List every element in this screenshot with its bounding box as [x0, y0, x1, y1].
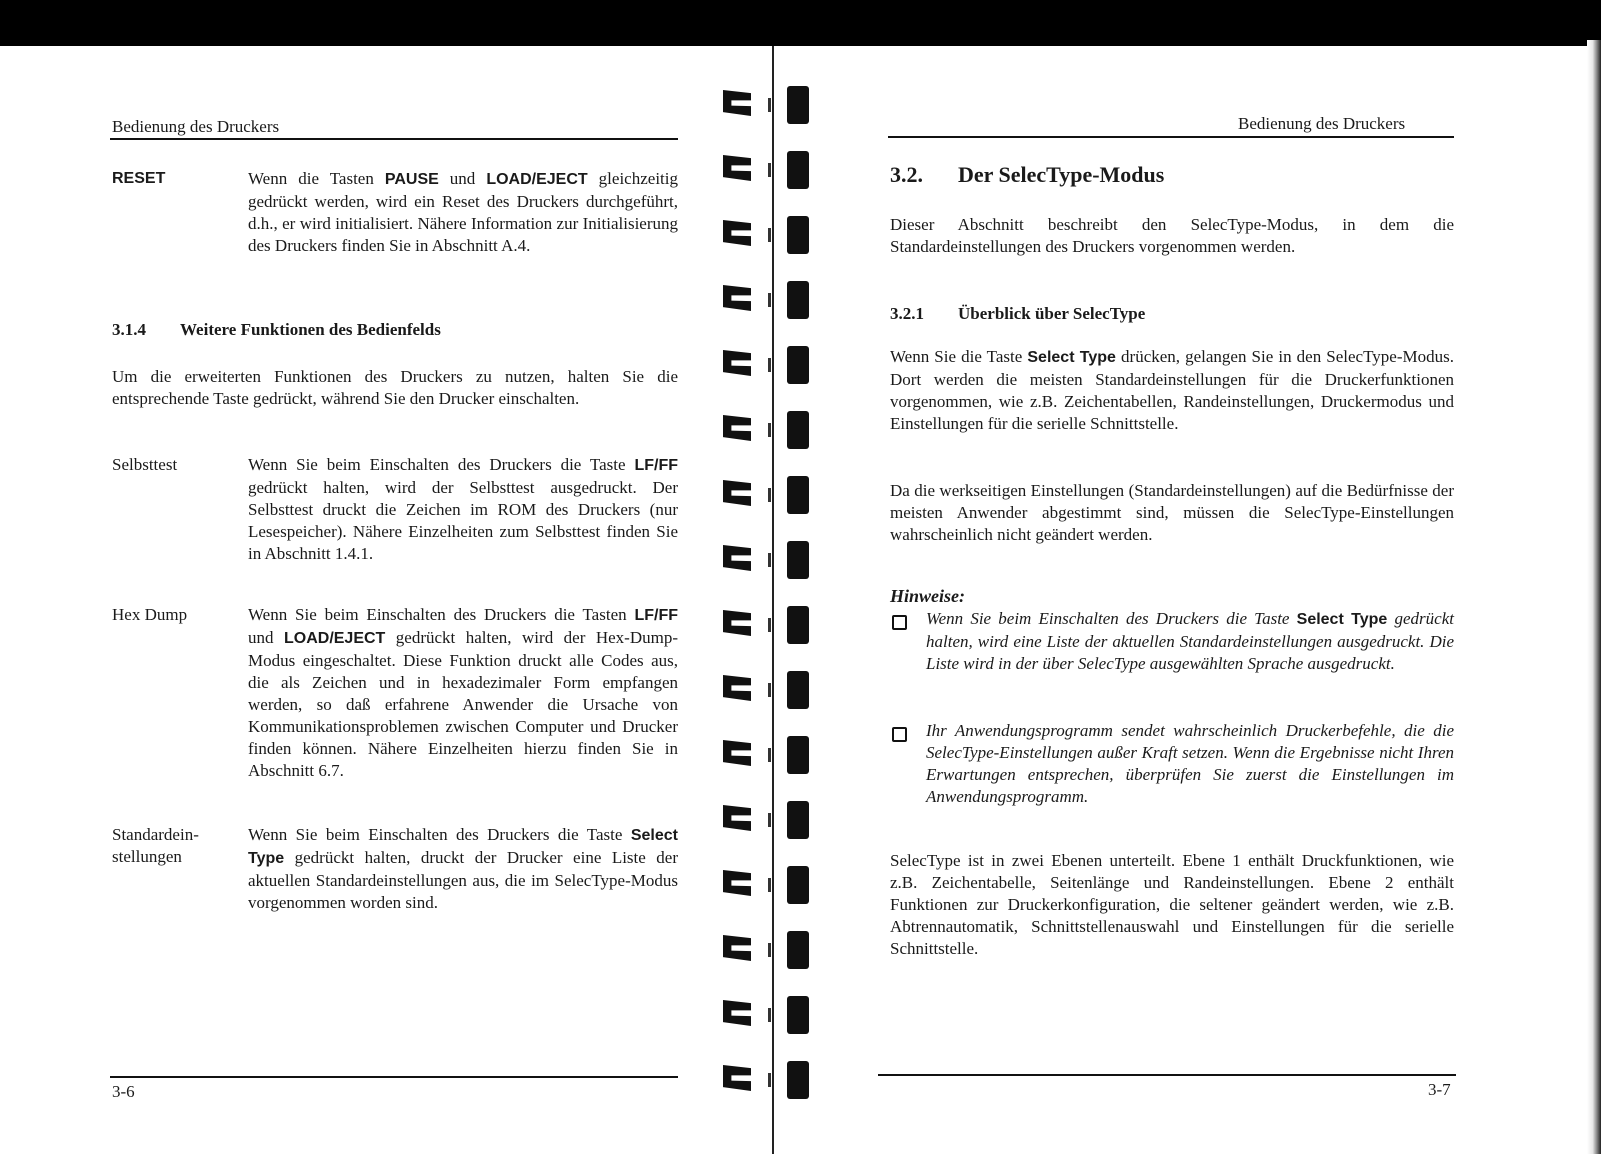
standardeinstellungen-term: Standardein- stellungen: [112, 825, 199, 866]
page-number-right: 3-7: [1428, 1080, 1451, 1099]
selectype-paragraph-2: Da die werkseitigen Einstellungen (Standardeinstellungen) auf die Bedürfnisse der meisten Anwender abgestimmt sind, müssen die SelecType-Einstellungen wahrscheinlich nicht geändert werden.: [890, 481, 1454, 544]
binding-line: [772, 46, 774, 1154]
binding-hole: [768, 228, 771, 242]
binding-hole: [768, 878, 771, 892]
binding-ring-left: [723, 220, 751, 246]
binding-hole: [768, 813, 771, 827]
right-page: [790, 46, 1587, 1154]
binding-ring-left: [723, 935, 751, 961]
note-item-1: Wenn Sie beim Einschalten des Druckers die Taste Select Type gedrückt halten, wird eine Liste der aktuellen Standardeinstellungen ausgedruckt. Die Liste wird in der über SelecType ausgewählten Sprache ausgedruckt.: [926, 609, 1454, 673]
hexdump-description: Wenn Sie beim Einschalten des Druckers die Tasten LF/FF und LOAD/EJECT gedrückt halten, wird der Hex-Dump-Modus eingeschaltet. Diese Funktion druckt alle Codes aus, die als Zeichen und in hexadezimaler Form empfangen werden, so daß erfahrene Anwender die Ursache von Kommunikationsproblemen zwischen Computer und Drucker finden können. Nähere Einzelheiten hierzu finden Sie in Abschnitt 6.7.: [248, 605, 678, 780]
binding-ring-left: [723, 740, 751, 766]
binding-ring-left: [723, 90, 751, 116]
binding-hole: [768, 423, 771, 437]
left-page: [0, 46, 790, 1154]
binding-ring-left: [723, 805, 751, 831]
binding-hole: [768, 943, 771, 957]
binding-ring-left: [723, 480, 751, 506]
binding-ring-left: [723, 415, 751, 441]
binding-hole: [768, 1008, 771, 1022]
binding-ring-left: [723, 350, 751, 376]
binding-ring-left: [723, 1000, 751, 1026]
binding-ring-left: [723, 1065, 751, 1091]
binding-hole: [768, 163, 771, 177]
standardeinstellungen-description: Wenn Sie beim Einschalten des Druckers die Taste Select Type gedrückt halten, druckt der Drucker eine Liste der aktuellen Standardeinstellungen aus, die im SelecType-Modus vorgenommen worden sind.: [248, 825, 678, 912]
reset-description: Wenn die Tasten PAUSE und LOAD/EJECT gleichzeitig gedrückt werden, wird ein Reset des Druckers durchgeführt, d.h., er wird initialisiert. Nähere Information zur Initialisierung des Druckers finden Sie in Abschnitt A.4.: [248, 169, 678, 255]
binding-ring-left: [723, 870, 751, 896]
binding-hole: [768, 1073, 771, 1087]
selbsttest-term: Selbsttest: [112, 455, 178, 474]
section-heading-3-2-1: 3.2.1 Überblick über SelecType: [890, 304, 1146, 323]
header-rule-left: [110, 138, 678, 140]
binding-hole: [768, 358, 771, 372]
chapter-heading-3-2: 3.2. Der SelecType-Modus: [890, 162, 1165, 187]
running-header-left: Bedienung des Druckers: [112, 117, 280, 136]
scan-top-border: [0, 0, 1601, 46]
binding-hole: [768, 683, 771, 697]
scan-right-edge: [1587, 40, 1601, 1154]
binding-hole: [768, 293, 771, 307]
note-item-2: Ihr Anwendungsprogramm sendet wahrscheinlich Druckerbefehle, die die SelecType-Einstellungen außer Kraft setzen. Wenn die Ergebnisse nicht Ihren Erwartungen entsprechen, überprüfen Sie zuerst die Einstellungen im Anwendungsprogramm.: [926, 721, 1454, 806]
header-rule-right: [888, 136, 1454, 138]
section-intro: Um die erweiterten Funktionen des Druckers zu nutzen, halten Sie die entsprechende Taste gedrückt, während Sie den Drucker einschalten.: [112, 367, 678, 408]
binding-ring-left: [723, 675, 751, 701]
reset-term: RESET: [112, 170, 166, 187]
hexdump-term: Hex Dump: [112, 605, 188, 624]
binding-ring-left: [723, 610, 751, 636]
binding-hole: [768, 98, 771, 112]
binding-hole: [768, 553, 771, 567]
running-header-right: Bedienung des Druckers: [1238, 114, 1406, 133]
selectype-paragraph-1: Wenn Sie die Taste Select Type drücken, gelangen Sie in den SelecType-Modus. Dort werden die meisten Standardeinstellungen für die Druckerfunktionen vorgenommen, wie z.B. Zeichentabellen, Randeinstellungen, Druckermodus und Einstellungen für die serielle Schnittstelle.: [890, 347, 1454, 433]
footer-rule-left: [110, 1076, 678, 1078]
selbsttest-description: Wenn Sie beim Einschalten des Druckers die Taste LF/FF gedrückt halten, wird der Selbsttest ausgedruckt. Der Selbsttest druckt die Zeichen im ROM des Druckers (nur Lesespeicher). Nähere Einzelheiten zum Selbsttest finden Sie in Abschnitt 1.4.1.: [248, 455, 678, 563]
note-bullet-box: [892, 727, 907, 742]
binding-ring-left: [723, 545, 751, 571]
binding-ring-left: [723, 285, 751, 311]
page-number-left: 3-6: [112, 1082, 135, 1101]
binding-hole: [768, 618, 771, 632]
section-heading-3-1-4: 3.1.4 Weitere Funktionen des Bedienfelds: [112, 320, 441, 339]
binding-ring-left: [723, 155, 751, 181]
chapter-intro: Dieser Abschnitt beschreibt den SelecType-Modus, in dem die Standardeinstellungen des Druckers vorgenommen werden.: [890, 215, 1454, 256]
note-bullet-box: [892, 615, 907, 630]
selectype-paragraph-3: SelecType ist in zwei Ebenen unterteilt. Ebene 1 enthält Druckfunktionen, wie z.B. Zeichentabelle, Seitenlänge und Randeinstellungen. Ebene 2 enthält Funktionen zur Druckerkonfiguration, die seltener geändert werden, wie z.B. Abtrennautomatik, Schnittstellenauswahl und Einstellungen für die serielle Schnittstelle.: [890, 851, 1454, 958]
notes-title: Hinweise:: [890, 586, 965, 606]
binding-hole: [768, 488, 771, 502]
binding-hole: [768, 748, 771, 762]
footer-rule-right: [878, 1074, 1456, 1076]
